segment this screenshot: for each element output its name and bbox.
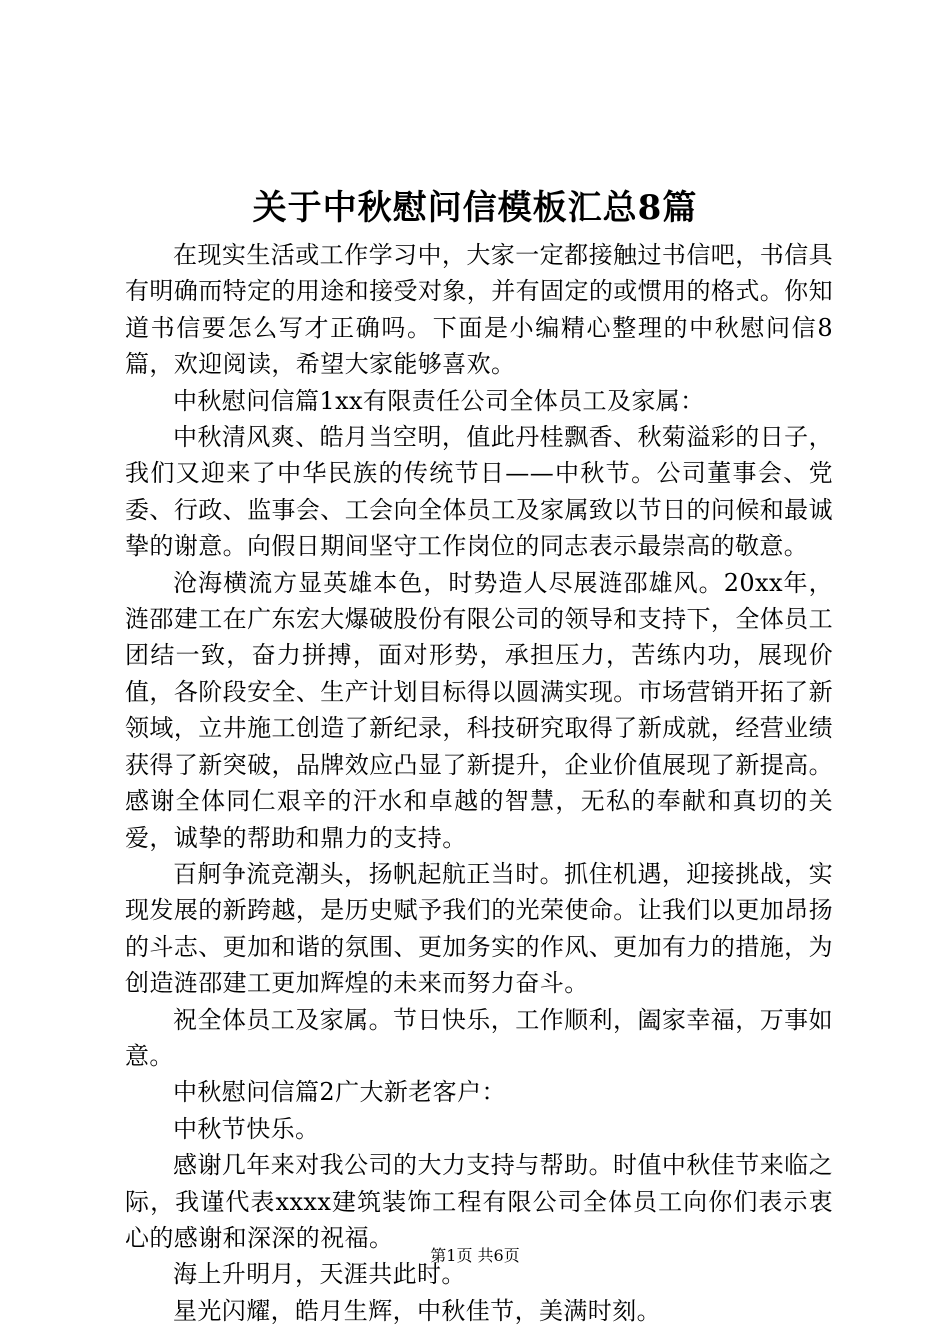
paragraph-letter1-salutation: 中秋慰问信篇1xx有限责任公司全体员工及家属： — [173, 386, 705, 415]
page-footer: 第1页 共6页 — [430, 1246, 520, 1265]
document-body — [125, 237, 833, 1329]
paragraph-letter1-review: 沧海横流方显英雄本色，时势造人尽展涟邵雄风。20xx年，涟邵建工在广东宏大爆破股份有限公司的领导和支持下，全体员工团结一致，奋力拼搏，面对形势，承担压力，苦练内功，展现价值，各阶段安全、生产计划目标得以圆满实现。市场营销开拓了新领域，立井施工创造了新纪录，科技研究取得了新成就，经营业绩获得了新突破，品牌效应凸显了新提升，企业价值展现了新提高。感谢全体同仁艰辛的汗水和卓越的智慧，无私的奉献和真切的关爱，诚挚的帮助和鼎力的支持。 — [125, 568, 833, 852]
paragraph-letter2-greeting: 中秋节快乐。 — [173, 1114, 320, 1143]
paragraph-letter2-wishes: 星光闪耀，皓月生辉，中秋佳节，美满时刻。 — [173, 1296, 661, 1325]
paragraph-intro: 在现实生活或工作学习中，大家一定都接触过书信吧，书信具有明确而特定的用途和接受对象，并有固定的或惯用的格式。你知道书信要怎么写才正确吗。下面是小编精心整理的中秋慰问信8篇，欢迎阅读，希望大家能够喜欢。 — [125, 241, 833, 379]
paragraph-letter1-greeting: 中秋清风爽、皓月当空明，值此丹桂飘香、秋菊溢彩的日子，我们又迎来了中华民族的传统节日——中秋节。公司董事会、党委、行政、监事会、工会向全体员工及家属致以节日的问候和最诚挚的谢意。向假日期间坚守工作岗位的同志表示最崇高的敬意。 — [125, 423, 833, 561]
paragraph-letter2-thanks: 感谢几年来对我公司的大力支持与帮助。时值中秋佳节来临之际，我谨代表xxxx建筑装饰工程有限公司全体员工向你们表示衷心的感谢和深深的祝福。 — [125, 1151, 833, 1252]
document-title: 关于中秋慰问信模板汇总8篇 — [252, 188, 698, 228]
paragraph-letter2-salutation: 中秋慰问信篇2广大新老客户： — [173, 1078, 506, 1107]
paragraph-letter1-outlook: 百舸争流竞潮头，扬帆起航正当时。抓住机遇，迎接挑战，实现发展的新跨越，是历史赋予我们的光荣使命。让我们以更加昂扬的斗志、更加和谐的氛围、更加务实的作风、更加有力的措施，为创造涟邵建工更加辉煌的未来而努力奋斗。 — [125, 859, 833, 998]
paragraph-letter1-wishes: 祝全体员工及家属。节日快乐，工作顺利，阖家幸福，万事如意。 — [125, 1005, 833, 1070]
paragraph-letter2-poem: 海上升明月，天涯共此时。 — [173, 1260, 466, 1289]
